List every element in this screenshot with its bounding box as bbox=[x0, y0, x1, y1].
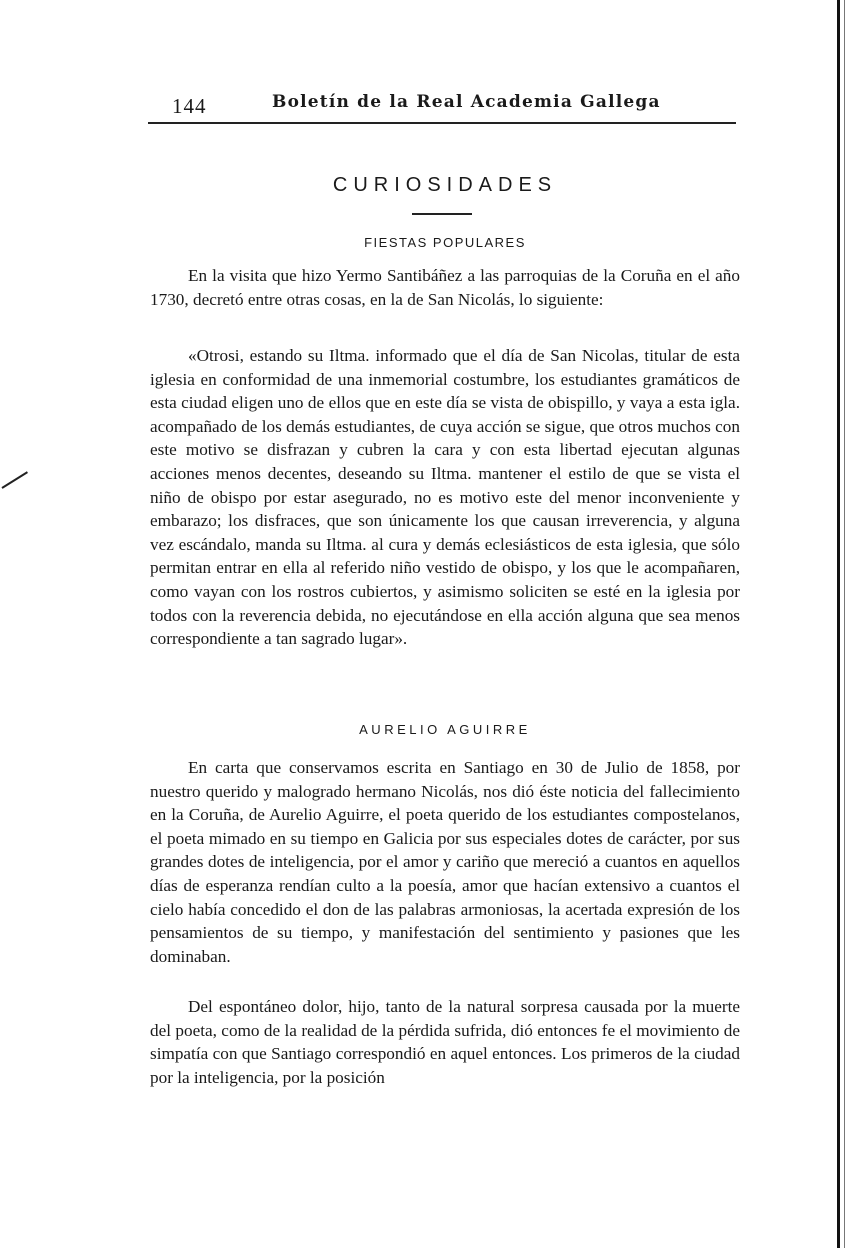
paragraph: Del espontáneo dolor, hijo, tanto de la natural sorpresa causada por la muerte del poeta, como de la realidad de la pérdida sufrida, dió entonces fe el movimiento de simpatía con que Santiago correspondió en aquel entonces. Los primeros de la ciudad por la inteligencia, por la posición bbox=[150, 997, 740, 1087]
section-title: CURIOSIDADES bbox=[332, 174, 558, 196]
running-title: Boletín de la Real Academia Gallega bbox=[272, 92, 661, 112]
aguirre-paragraph-2 bbox=[150, 995, 740, 1089]
paragraph: En la visita que hizo Yermo Santibáñez a las parroquias de la Coruña en el año 1730, decretó entre otras cosas, en la de San Nicolás, lo siguiente: bbox=[150, 266, 740, 309]
title-rule bbox=[412, 213, 472, 215]
subheading-fiestas: FIESTAS POPULARES bbox=[364, 235, 526, 250]
fiestas-intro bbox=[150, 264, 740, 311]
aguirre-paragraph-1 bbox=[150, 756, 740, 968]
header-rule bbox=[148, 122, 736, 124]
scan-mark bbox=[1, 471, 28, 489]
fiestas-quote bbox=[150, 344, 740, 651]
paragraph: «Otrosi, estando su Iltma. informado que el día de San Nicolas, titular de esta iglesia en conformidad de una inmemorial costumbre, los estudiantes gramáticos de esta ciudad eligen uno de ellos que en este día se vista de obispillo, y vaya a esta igla. acompañado de los demás estudiantes, de cuya acción se sigue, que otros muchos con este motivo se disfrazan y cubren la cara y con esta libertad ejecutan algunas acciones menos decentes, deseando su Iltma. mantener el estilo de que se vista el niño de obispo por estar asegurado, no es motivo este del menor inconveniente y embarazo; los disfraces, que son únicamente los que causan irreverencia, y alguna vez escándalo, manda su Iltma. al cura y demás eclesiásticos de esta iglesia, que sólo permitan entrar en ella al referido niño vestido de obispo, y los que le acompañaren, como vayan con los rostros cubiertos, y asimismo soliciten se esté en la iglesia por todos con la reverencia debida, no ejecutándose en ella acción alguna que sea menos correspondiente a tan sagrado lugar». bbox=[150, 346, 740, 649]
paragraph: En carta que conservamos escrita en Santiago en 30 de Julio de 1858, por nuestro querido y malogrado hermano Nicolás, nos dió éste noticia del fallecimiento en la Coruña, de Aurelio Aguirre, el poeta querido de los estudiantes compostelanos, el poeta mimado en su tiempo en Galicia por sus especiales dotes de carácter, por sus grandes dotes de inteligencia, por el amor y cariño que mereció a cuantos en aquellos días de esperanza rendían culto a la poesía, amor que hacían extensivo a cuantos el cielo había concedido el don de las palabras armoniosas, la acertada expresión de los pensamientos de su tiempo, y manifestación del sentimiento y pasiones que les dominaban. bbox=[150, 758, 740, 966]
subheading-aguirre: AURELIO AGUIRRE bbox=[359, 722, 531, 737]
page-number: 144 bbox=[172, 94, 207, 118]
running-header bbox=[172, 90, 738, 120]
